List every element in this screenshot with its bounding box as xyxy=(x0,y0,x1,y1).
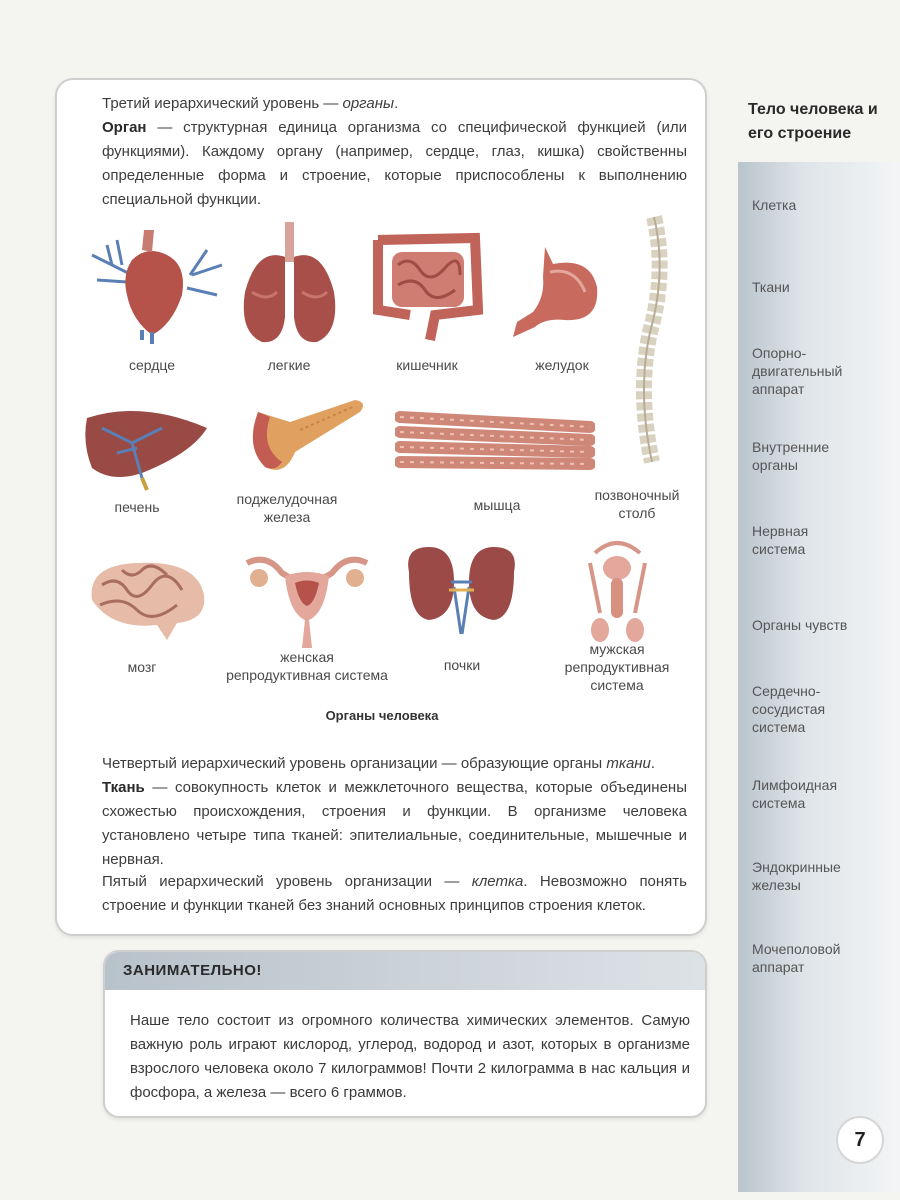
sidebar-title: Тело человека и его строение xyxy=(748,101,878,142)
stomach-icon xyxy=(505,242,605,342)
sidebar xyxy=(738,162,900,1192)
intro-end: . xyxy=(394,95,399,112)
liver-icon xyxy=(82,398,212,493)
organ-term: Орган xyxy=(102,119,147,136)
organ-label-muscle: мышца xyxy=(473,497,521,513)
sidebar-item-sense-organs[interactable]: Органы чувств xyxy=(752,617,848,633)
organ-label-kidneys: почки xyxy=(443,657,481,673)
male-reproductive-icon xyxy=(575,538,660,648)
muscle-icon xyxy=(395,402,595,482)
cell-paragraph: Пятый иерархический уровень организации — клетка. Невозможно понять строение и функции тканей без знаний основных принципов строения клеток. xyxy=(102,873,687,914)
female-reproductive-icon xyxy=(237,548,377,653)
brain-icon xyxy=(82,555,212,645)
sidebar-item-tissues[interactable]: Ткани xyxy=(752,279,790,295)
intro-emphasis: органы xyxy=(342,95,395,112)
tissues-paragraph: Четвертый иерархический уровень организации — образующие органы ткани. Ткань — совокупность клеток и межклеточного вещества, которые объединены схожестью происхождения, строения и функции. В организме человека установлено четыре типа тканей: эпителиальные, соединительные, мышечные и нервная. xyxy=(102,755,687,868)
fun-fact-heading: ЗАНИМАТЕЛЬНО! xyxy=(105,952,705,990)
organ-label-pancreas: поджелудочная железа xyxy=(236,491,338,525)
heart-icon xyxy=(72,220,227,345)
sidebar-item-internal-organs[interactable]: Внутренние органы xyxy=(752,439,830,473)
page-number: 7 xyxy=(836,1116,884,1164)
fun-fact-box xyxy=(103,950,707,1118)
sidebar-item-nervous-system[interactable]: Нервная система xyxy=(752,523,809,557)
organ-label-brain: мозг xyxy=(127,659,157,675)
sidebar-item-cell[interactable]: Клетка xyxy=(752,197,797,213)
organ-label-intestine: кишечник xyxy=(396,357,458,373)
organs-intro-paragraph xyxy=(102,92,687,212)
organ-label-spine: позвоночный столб xyxy=(594,487,680,521)
organ-label-heart: сердце xyxy=(128,357,176,373)
lungs-icon xyxy=(237,222,342,347)
fun-fact-text: Наше тело состоит из огромного количества химических элементов. Самую важную роль играют кислород, углерод, водород и азот, которых в организме взрослого человека около 7 килограммов! Почти 2 килограмма в нас кальция и фосфора, а железа — всего 6 граммов. xyxy=(130,1012,690,1101)
kidneys-icon xyxy=(399,542,524,637)
organ-definition: — структурная единица организма со специфической функцией (или функциями). Каждому органу (например, сердце, глаз, кишка) свойственны определенные форма и строение, которые приспособлены к выполнению специальной функции. xyxy=(102,119,687,208)
sidebar-item-musculoskeletal[interactable]: Опорно- двигательный аппарат xyxy=(752,345,843,397)
organ-label-lungs: легкие xyxy=(267,357,311,373)
intestine-icon xyxy=(370,230,485,345)
spine-icon xyxy=(622,212,682,477)
sidebar-item-urogenital[interactable]: Мочеполовой аппарат xyxy=(752,941,841,975)
main-content-panel xyxy=(55,78,707,936)
organ-label-male-reproductive: мужская репродуктивная система xyxy=(564,641,670,693)
sidebar-item-lymphoid[interactable]: Лимфоидная система xyxy=(752,777,838,811)
organ-label-female-reproductive: женская репродуктивная система xyxy=(226,649,388,683)
organ-label-stomach: желудок xyxy=(535,357,589,373)
tissue-term: Ткань xyxy=(102,779,145,796)
sidebar-item-cardiovascular[interactable]: Сердечно- сосудистая система xyxy=(752,683,826,735)
intro-text: Третий иерархический уровень — xyxy=(102,95,343,112)
pancreas-icon xyxy=(240,392,370,487)
figure-caption: Органы человека xyxy=(325,708,439,723)
organ-label-liver: печень xyxy=(114,499,160,515)
sidebar-item-endocrine[interactable]: Эндокринные железы xyxy=(752,859,841,893)
